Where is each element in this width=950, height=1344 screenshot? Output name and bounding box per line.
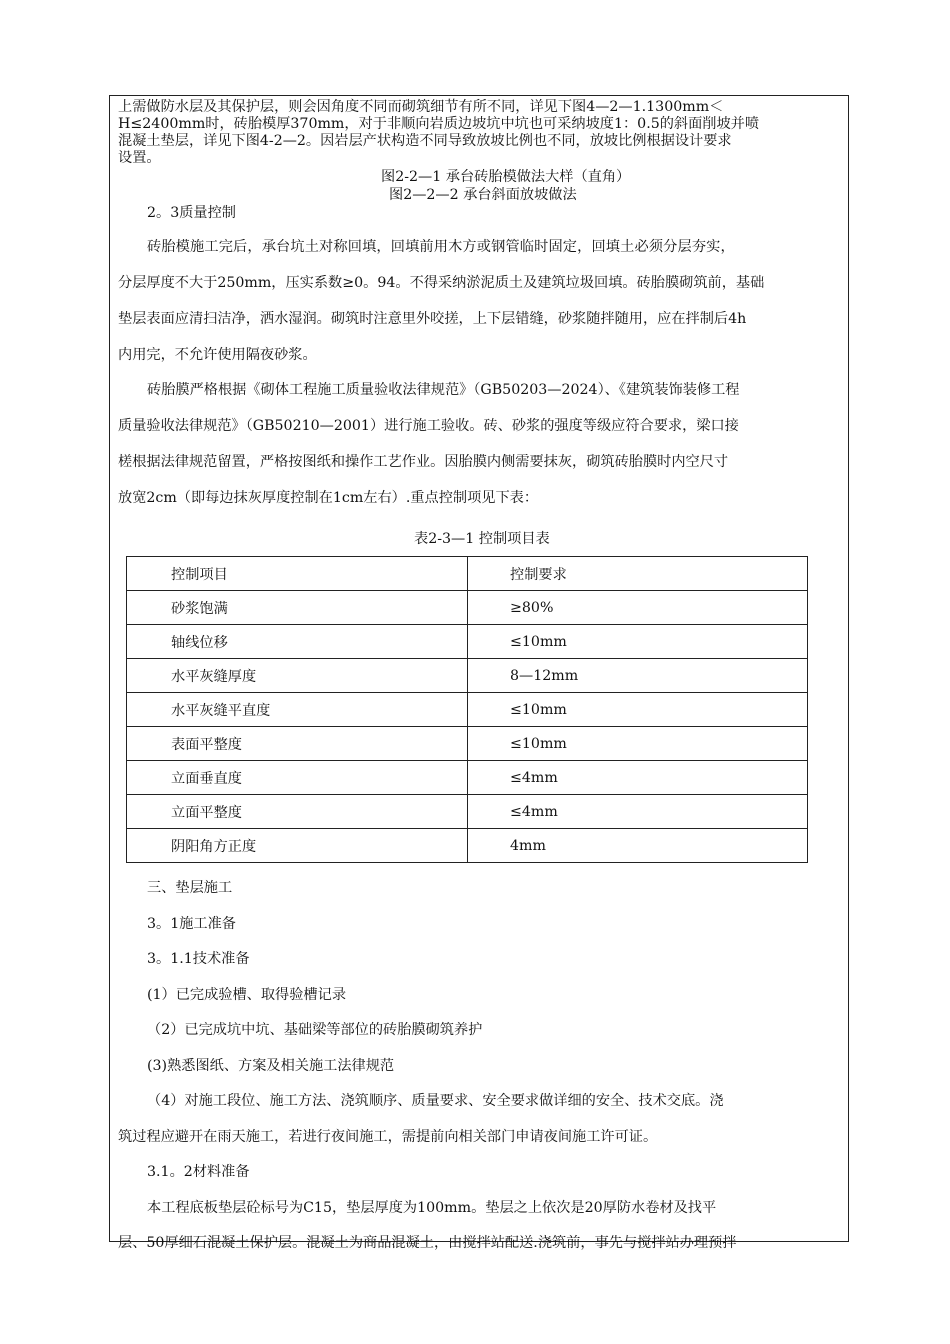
cell-requirement: ≤4mm — [468, 761, 808, 795]
section-2-3-heading: 2。3质量控制 — [147, 205, 236, 221]
para2-line-3: 槎根据法律规范留置，严格按图纸和操作工艺作业。因胎膜内侧需要抹灰，砌筑砖胎膜时内空尺寸 — [118, 454, 729, 470]
tech-item-2: （2）已完成坑中坑、基础梁等部位的砖胎膜砌筑养护 — [147, 1022, 483, 1038]
para2-line-4: 放宽2cm（即每边抹灰厚度控制在1cm左右）.重点控制项见下表： — [118, 490, 539, 506]
table-row — [127, 795, 808, 829]
cell-requirement: 8—12mm — [468, 659, 808, 693]
cell-item: 水平灰缝厚度 — [127, 659, 468, 693]
para1-line-1: 砖胎模施工完后，承台坑土对称回填，回填前用木方或钢管临时固定，回填土必须分层夯实， — [147, 239, 735, 255]
para2-line-2: 质量验收法律规范》（GB50210—2001）进行施工验收。砖、砂浆的强度等级应符合要求，梁口接 — [118, 418, 739, 434]
header-cell-item: 控制项目 — [127, 557, 468, 591]
section-3-1-1-heading: 3。1.1技术准备 — [147, 951, 250, 967]
cell-requirement: ≤4mm — [468, 795, 808, 829]
para3-line-1: 本工程底板垫层砼标号为C15，垫层厚度为100mm。垫层之上依次是20厚防水卷材及找平 — [147, 1200, 717, 1216]
cell-requirement: ≤10mm — [468, 693, 808, 727]
cell-item: 立面平整度 — [127, 795, 468, 829]
table-header-row — [127, 557, 808, 591]
para3-line-2: 层、50厚细石混凝土保护层。混凝土为商品混凝土，由搅拌站配送.浇筑前，事先与搅拌站办理预拌 — [118, 1235, 737, 1251]
section-3-heading: 三、垫层施工 — [147, 880, 233, 896]
section-3-1-2-heading: 3.1。2材料准备 — [147, 1164, 250, 1180]
control-items-table — [126, 556, 808, 863]
cell-requirement: ≤10mm — [468, 625, 808, 659]
tech-item-3: (3)熟悉图纸、方案及相关施工法律规范 — [147, 1058, 395, 1074]
top-paragraph-line-3: 混凝土垫层，详见下图4-2—2。因岩层产状构造不同导致放坡比例也不同，放坡比例根据设计要求 — [118, 133, 732, 149]
tech-item-4-line-1: （4）对施工段位、施工方法、浇筑顺序、质量要求、安全要求做详细的安全、技术交底。浇 — [147, 1093, 724, 1109]
cell-item: 立面垂直度 — [127, 761, 468, 795]
cell-item: 表面平整度 — [127, 727, 468, 761]
top-paragraph-line-4: 设置。 — [118, 150, 161, 166]
cell-requirement: 4mm — [468, 829, 808, 863]
tech-item-1: (1）已完成验槽、取得验槽记录 — [147, 987, 347, 1003]
para1-line-2: 分层厚度不大于250mm，压实系数≥0。94。不得采纳淤泥质土及建筑垃圾回填。砖胎膜砌筑前，基础 — [118, 275, 765, 291]
para1-line-3: 垫层表面应清扫洁净，洒水湿润。砌筑时注意里外咬搓，上下层错缝，砂浆随拌随用，应在拌制后4h — [118, 311, 747, 327]
cell-item: 阴阳角方正度 — [127, 829, 468, 863]
table-row — [127, 693, 808, 727]
figure-caption-2: 图2—2—2 承台斜面放坡做法 — [389, 187, 577, 203]
table-row — [127, 829, 808, 863]
cell-requirement: ≤10mm — [468, 727, 808, 761]
table-row — [127, 591, 808, 625]
cell-item: 砂浆饱满 — [127, 591, 468, 625]
cell-item: 轴线位移 — [127, 625, 468, 659]
cell-item: 水平灰缝平直度 — [127, 693, 468, 727]
section-3-1-heading: 3。1施工准备 — [147, 916, 236, 932]
top-paragraph-line-1: 上需做防水层及其保护层，则会因角度不同而砌筑细节有所不同，详见下图4—2—1.1300mm＜ — [118, 99, 724, 115]
header-cell-requirement: 控制要求 — [468, 557, 808, 591]
tech-item-4-line-2: 筑过程应避开在雨天施工，若进行夜间施工，需提前向相关部门申请夜间施工许可证。 — [118, 1129, 658, 1145]
para1-line-4: 内用完，不允许使用隔夜砂浆。 — [118, 347, 317, 363]
table-row — [127, 727, 808, 761]
para2-line-1: 砖胎膜严格根据《砌体工程施工质量验收法律规范》（GB50203—2024）、《建筑装饰装修工程 — [147, 382, 740, 398]
table-row — [127, 761, 808, 795]
table-row — [127, 625, 808, 659]
top-paragraph-line-2: H≤2400mm时，砖胎模厚370mm，对于非顺向岩质边坡坑中坑也可采纳坡度1：0.5的斜面削坡并喷 — [118, 116, 760, 132]
figure-caption-1: 图2-2—1 承台砖胎模做法大样（直角） — [381, 169, 631, 185]
cell-requirement: ≥80% — [468, 591, 808, 625]
table-row — [127, 659, 808, 693]
table-caption: 表2-3—1 控制项目表 — [414, 531, 550, 547]
